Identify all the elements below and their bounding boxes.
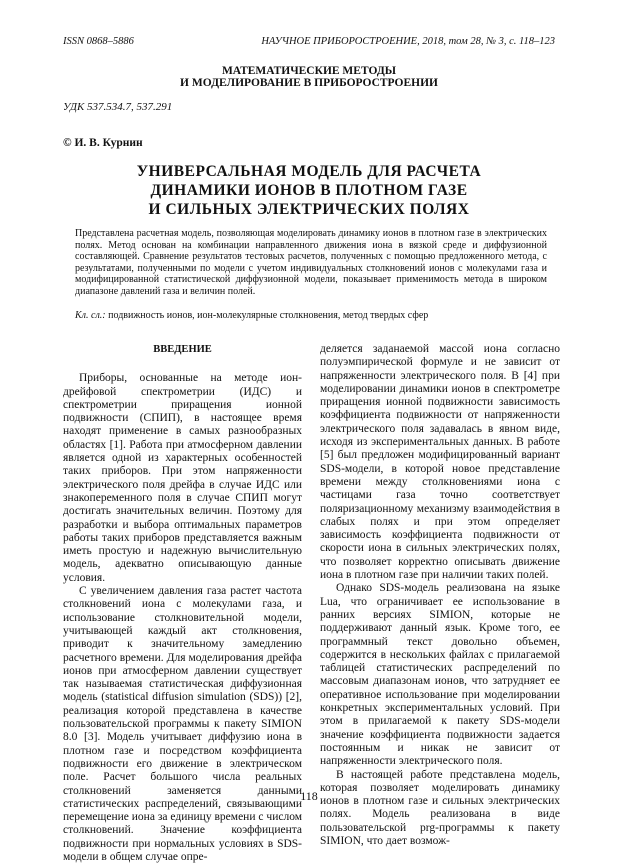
intro-paragraph-4: Однако SDS-модель реализована на языке Lua, что ограничивает ее использование в ранних версиях SIMION, которые не поддерживают данный язык. Кроме того, ее программный текст довольно объемен, содержится в нескольких файлах с прилагаемой таблицей статистических распределений по массовым диапазонам ионов, что затрудняет ее оперативное использование при моделировании конкретных экспериментальных условий. При этом в прилагаемой к пакету SDS-модели значение коэффициента подвижности задается постоянным и никак не зависит от напряженности электрического поля. xyxy=(320,582,560,768)
paper-title xyxy=(0,162,618,219)
intro-paragraph-2: С увеличением давления газа растет частота столкновений иона с молекулами газа, и использование столкновительной модели, учитывающей каждый акт столкновения, приводит к значительному замедлению расчетного времени. Для моделирования дрейфа ионов при атмосферном давлении существует так называемая статистическая диффузионная модель (statistical diffusion simulation (SDS)) [2], реализация которой представлена в качестве пользовательской программы к пакету SIMION 8.0 [3]. Модель учитывает диффузию иона в плотном газе и посредством коэффициента подвижности его движение в электрическом поле. Расчет большого числа реальных столкновений заменяется данными статистических распределений, связывающими перемещение иона за единицу времени с числом столкновений. Значение коэффициента подвижности при нормальных условиях в SDS-модели в общем случае опре- xyxy=(63,585,302,863)
column-right xyxy=(320,343,560,848)
title-line-1: УНИВЕРСАЛЬНАЯ МОДЕЛЬ ДЛЯ РАСЧЕТА xyxy=(136,163,482,180)
author: © И. В. Курнин xyxy=(63,137,143,149)
column-left xyxy=(63,343,302,864)
intro-paragraph-3: деляется заданаемой массой иона согласно полуэмпирической формуле и не зависит от напряженности электрического поля. В [4] при моделировании динамики ионов в спектрометре приращения ионной подвижности зависимость коэффициента подвижности от напряженности электрического поля задавалась в явном виде, исходя из экспериментальных данных. В работе [5] был предложен модифицированный вариант SDS-модели, в которой новое представление времени между столкновениями иона с частицами газа точно соответствует поляризационному механизму взаимодействия в слабых полях и при этом определяет зависимость коэффициента подвижности от скорости иона в сильных электрических полях, что позволяет корректно описывать движение иона в плотном газе при наличии таких полей. xyxy=(320,343,560,582)
intro-paragraph-5: В настоящей работе представлена модель, которая позволяет моделировать динамику ионов в плотном газе и сильных электрических полях. Модель реализована в виде пользовательской prg-программы к пакету SIMION, что дает возмож- xyxy=(320,768,560,847)
udk-code: УДК 537.534.7, 537.291 xyxy=(63,101,173,113)
issn: ISSN 0868–5886 xyxy=(63,36,134,47)
keywords xyxy=(75,310,547,321)
journal-section-heading xyxy=(0,65,618,89)
title-line-2: ДИНАМИКИ ИОНОВ В ПЛОТНОМ ГАЗЕ xyxy=(150,182,468,199)
page-number: 118 xyxy=(300,789,318,803)
abstract: Представлена расчетная модель, позволяющая моделировать динамику ионов в плотном газе в электрических полях. Метод основан на комбинации направленного движения иона в вязкой среде и диффузионной составляющей. Сравнение результатов тестовых расчетов, полученных с помощью предложенного метода, с результатами, полученными по модели с учетом индивидуальных столкновений ионов с молекулами газа и модифицированной статистической диффузионной модели, показывает применимость метода в широком диапазоне давлений газа и величин полей. xyxy=(75,228,547,297)
title-line-3: И СИЛЬНЫХ ЭЛЕКТРИЧЕСКИХ ПОЛЯХ xyxy=(148,201,470,218)
section-heading-line-1: МАТЕМАТИЧЕСКИЕ МЕТОДЫ xyxy=(221,65,397,77)
keywords-text: подвижность ионов, ион-молекулярные столкновения, метод твердых сфер xyxy=(105,310,429,321)
keywords-label: Кл. сл.: xyxy=(75,310,106,321)
intro-heading: ВВЕДЕНИЕ xyxy=(153,344,212,355)
section-heading-line-2: И МОДЕЛИРОВАНИЕ В ПРИБОРОСТРОЕНИИ xyxy=(180,77,438,89)
journal-citation: НАУЧНОЕ ПРИБОРОСТРОЕНИЕ, 2018, том 28, № 3, c. 118–123 xyxy=(261,36,555,47)
intro-paragraph-1: Приборы, основанные на методе ион-дрейфовой спектрометрии (ИДС) и спектрометрии приращения ионной подвижности (СПИП), в настоящее время находят применение в самых разнообразных областях [1]. Работа при атмосферном давлении является одной из характерных особенностей таких приборов. При этом напряженности электрического поля дрейфа в случае ИДС или знакопеременного поля в случае СПИП могут достигать значительных величин. Поэтому для разработки и выбора оптимальных параметров работы таких приборов представляется важным иметь простую и надежную вычислительную модель, адекватно описывающую данные условия. xyxy=(63,372,302,584)
